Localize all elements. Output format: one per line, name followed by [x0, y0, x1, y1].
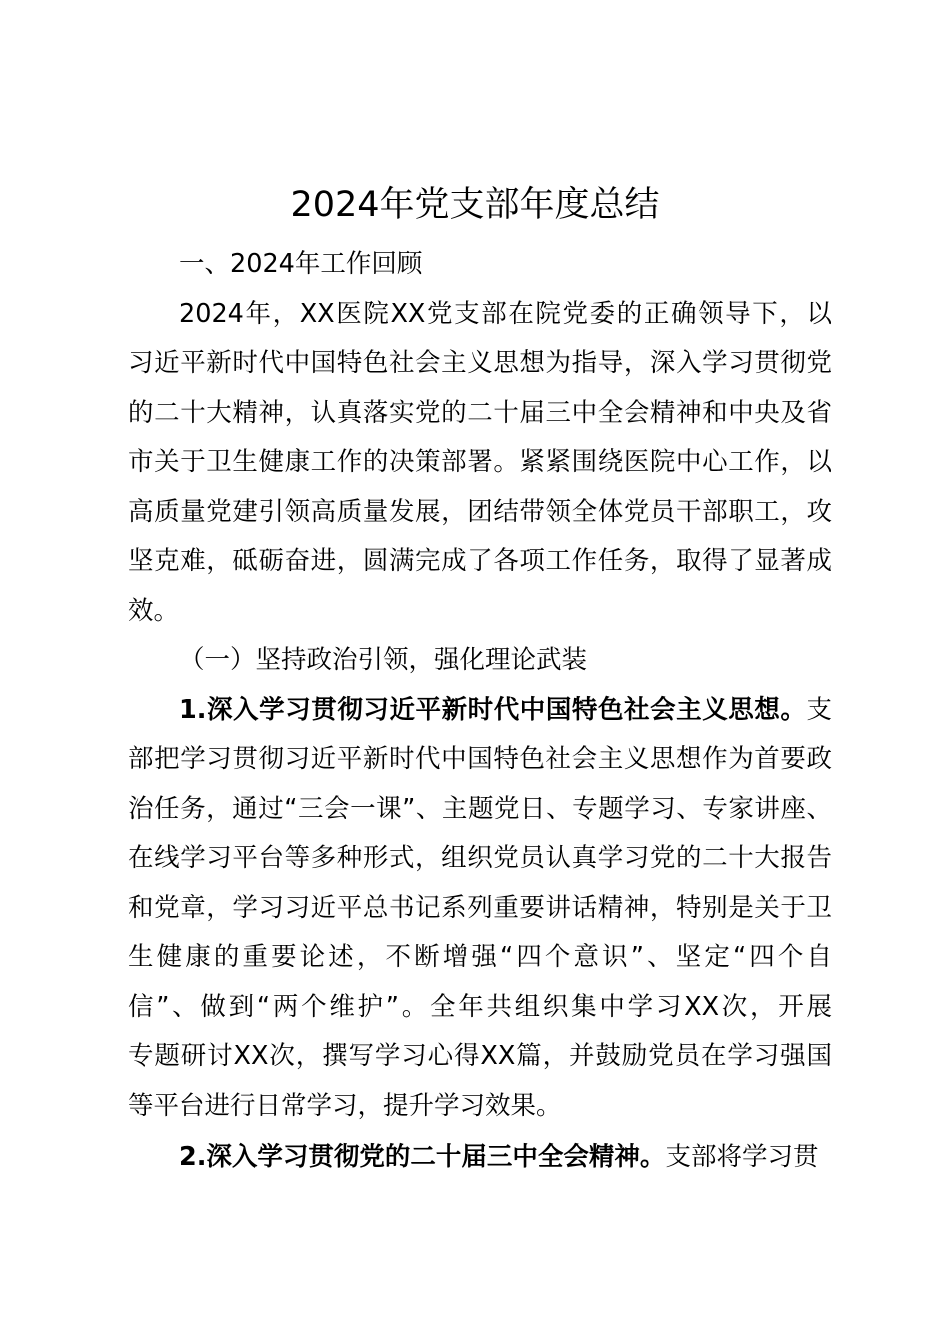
paragraph-first-line [128, 686, 832, 736]
paragraph-line: 在线学习平台等多种形式，组织党员认真学习党的二十大报告 [128, 843, 832, 873]
paragraph-line: 和党章，学习习近平总书记系列重要讲话精神，特别是关于卫 [128, 892, 832, 923]
item1-lead-tail: 支 [806, 694, 832, 725]
item2-bold-lead: 2.深入学习贯彻党的二十届三中全会精神。 [179, 1142, 666, 1172]
item1-bold-lead: 1.深入学习贯彻习近平新时代中国特色社会主义思想。 [179, 694, 807, 725]
subsection-heading: （一）坚持政治引领，强化理论武装 [179, 645, 588, 675]
item2-lead-tail: 支部将学习贯 [665, 1142, 819, 1172]
paragraph-line: 坚克难，砥砺奋进，圆满完成了各项工作任务，取得了显著成 [128, 546, 832, 576]
document-body [128, 240, 832, 1183]
paragraph-line: 市关于卫生健康工作的决策部署。紧紧围绕医院中心工作，以 [128, 447, 832, 477]
document-title: 2024年党支部年度总结 [290, 185, 660, 225]
paragraph-line: 信”、做到“两个维护”。全年共组织集中学习XX次，开展 [128, 991, 832, 1022]
section-heading: 一、2024年工作回顾 [179, 249, 423, 279]
paragraph-line: 效。 [128, 595, 180, 626]
paragraph-line: 专题研讨XX次，撰写学习心得XX篇，并鼓励党员在学习强国 [128, 1041, 832, 1071]
paragraph-line: 等平台进行日常学习，提升学习效果。 [128, 1090, 562, 1121]
intro-paragraph [128, 290, 832, 637]
item2-paragraph [128, 1133, 832, 1183]
paragraph-line: 的二十大精神，认真落实党的二十届三中全会精神和中央及省 [128, 397, 832, 428]
paragraph-line: 习近平新时代中国特色社会主义思想为指导，深入学习贯彻党 [128, 348, 832, 378]
item1-paragraph [128, 686, 832, 1132]
paragraph-line: 生健康的重要论述，不断增强“四个意识”、坚定“四个自 [128, 942, 832, 972]
paragraph-line: 部把学习贯彻习近平新时代中国特色社会主义思想作为首要政 [128, 744, 832, 774]
paragraph-line: 2024年，XX医院XX党支部在院党委的正确领导下，以 [179, 298, 832, 329]
paragraph-line: 治任务，通过“三会一课”、主题党日、专题学习、专家讲座、 [128, 793, 832, 824]
paragraph-line: 高质量党建引领高质量发展，团结带领全体党员干部职工，攻 [128, 496, 832, 527]
paragraph-first-line [128, 1133, 832, 1183]
